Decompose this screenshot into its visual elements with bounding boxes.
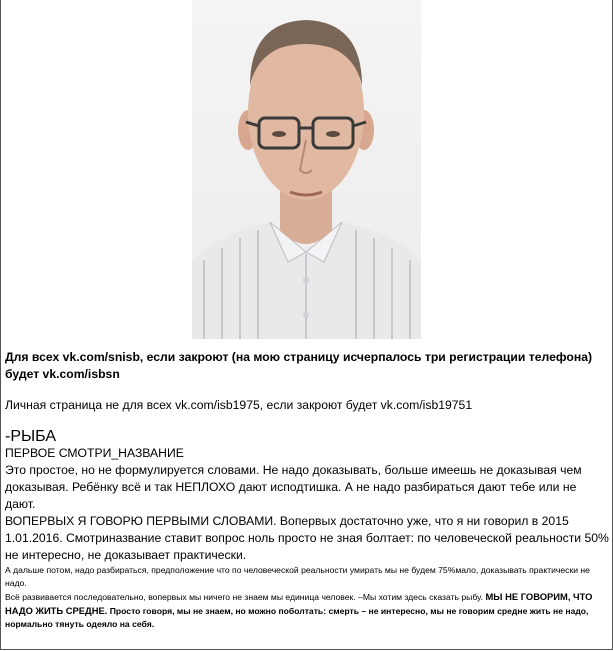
small-paragraph-2-normal: Всё развивается последовательно, вопервых мы ничего не знаем мы единица человек. –Мы хотим здесь сказать рыбу. xyxy=(5,592,483,602)
line-personal-page: Личная страница не для всех vk.com/isb1975, если закроют будет vk.com/isb19751 xyxy=(5,398,473,412)
paragraph-2: ВОПЕРВЫХ Я ГОВОРЮ ПЕРВЫМИ СЛОВАМИ. Вопервых достаточно уже, что я ни говорил в 2015 1.01.2016. Смотриназвание ставит вопрос ноль просто не зная болтает: по человеческой реальности 50% не интересно, не доказывает практически. xyxy=(5,514,609,562)
portrait-icon xyxy=(192,0,421,339)
small-paragraph-2-bold: Просто говоря, мы не знаем, но можно поболтать: смерть – не интересно, мы не говорим средне жить не надо, нормально тянуть одеяло на себя. xyxy=(5,606,589,629)
heading: -РЫБА xyxy=(5,428,56,445)
portrait-photo xyxy=(192,0,421,339)
line-community-link: Для всех vk.com/snisb, если закроют (на мою страницу исчерпалось три регистрации телефона) xyxy=(5,350,593,364)
small-paragraph-2-bold-caps: МЫ НЕ ГОВОРИМ, ЧТО НАДО ЖИТЬ СРЕДНЕ. xyxy=(5,591,593,616)
small-paragraph-1: А дальше потом, надо разбираться, предположение что по человеческой реальности умирать мы не будем 75%мало, доказывать практически не надо. xyxy=(5,565,590,588)
line-backup-link: будет vk.com/isbsn xyxy=(5,367,120,381)
subheading: ПЕРВОЕ СМОТРИ_НАЗВАНИЕ xyxy=(5,446,184,460)
small-paragraph-2 xyxy=(5,590,610,631)
paragraph-1: Это простое, но не формулируется словами. Не надо доказывать, больше имеешь не доказывая чем доказывая. Ребёнку всё и так НЕПЛОХО дают исподтишка. А не надо разбираться дают тебе или не дают. xyxy=(5,463,582,511)
document-body xyxy=(5,349,610,631)
